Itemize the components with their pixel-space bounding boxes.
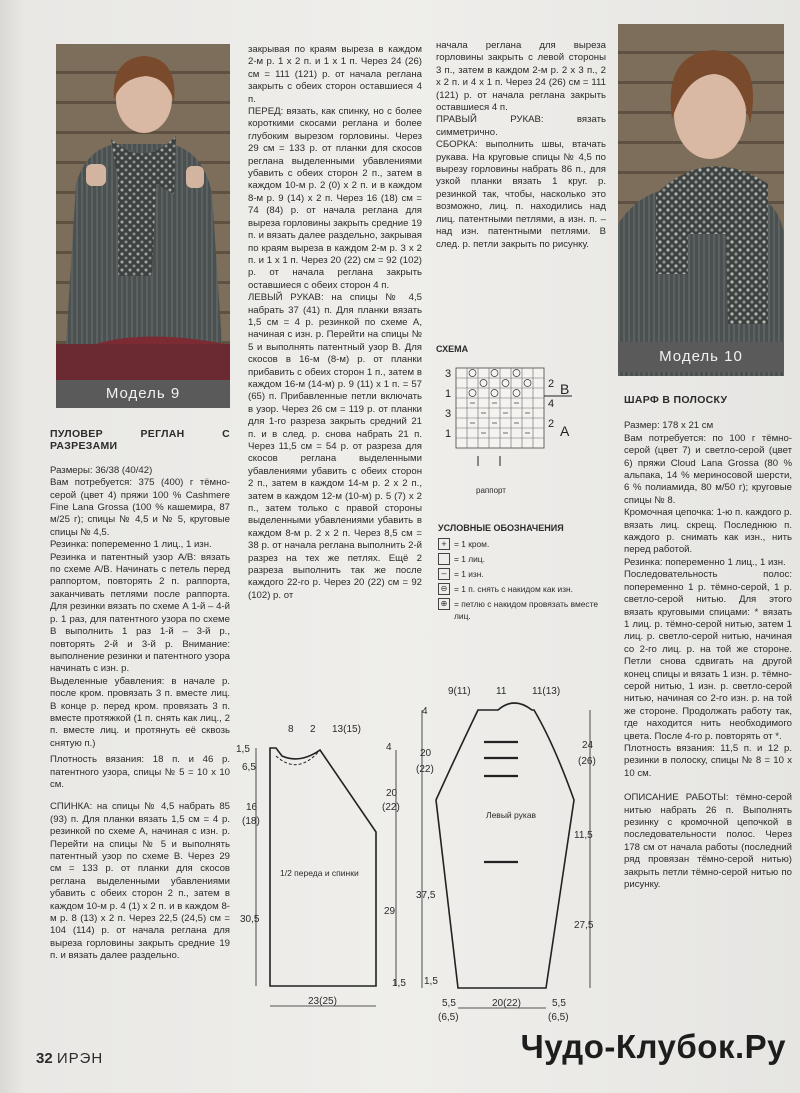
svg-text:B: B xyxy=(560,381,570,397)
pf-top-1: 8 xyxy=(288,724,294,735)
rapport-label: раппорт xyxy=(476,486,506,495)
model-10-label: Модель 10 xyxy=(618,342,784,372)
model-9-photo xyxy=(56,44,230,408)
pf-left-5: 30,5 xyxy=(240,914,260,925)
ps-bottom-2: (6,5) xyxy=(438,1012,459,1023)
pullover-gauge: Плотность вязания: 18 п. и 46 р. патентного узора, спицы № 5 = 10 х 10 см. xyxy=(50,754,230,790)
legend-item: = петлю с накидом провязать вместе лиц. xyxy=(454,599,598,621)
ps-bottom-4: 5,5 xyxy=(552,998,566,1009)
model-10-photo xyxy=(618,24,784,376)
pf-right-2: 20 xyxy=(386,788,398,799)
pf-top-3: 13(15) xyxy=(332,724,361,735)
ps-left-3: (22) xyxy=(416,764,434,775)
scarf-chain: Кромочная цепочка: 1-ю п. каждого р. вязать лиц. скрещ. Последнюю п. каждого р. снимать как изн., нить перед работой. xyxy=(624,507,792,556)
legend-item: = 1 лиц. xyxy=(454,554,485,564)
left-sleeve-instructions: ЛЕВЫЙ РУКАВ: на спицы № 4,5 набрать 37 (41) п. Для планки вязать 1,5 см = 4 р. резинкой по схеме А, начиная с изн. р. Перейти на спицы № 5 и выполнять патентный узор В. Для скосов в 16-м (8-м) р. от планки прибавить с обеих сторон 1 п., затем в каждом 16-м (14-м) р. 9 (11) х 1 п. = 57 (65) п. Прибавленные петли включать в узор. Через 26 см = 119 р. от планки для 1-го разреза закрыть средний 21 п. и в след. р. снова набрать 21 п. Через 11,5 см = 54 р. от разреза для скосов реглана выделенными убавлениями убавить с обеих сторон 2 п., затем в каждом 14-м р. 2 х 2 п., затем в каждом 12-м (10-м) р. 5 (7) х 2 п., затем только с правой стороны выделенными убавлениями убавить в каждом 8-м р. 2 х 2 п. Через 8,5 см = 38 р. от начала реглана выполнить 2-й разрез на тех же петлях. Ещё 2 разреза выполнить так же после каждого 22-го р. Через 20 (22) см = 92 (102) р. от xyxy=(248,292,422,601)
pullover-materials: Вам потребуется: 375 (400) г тёмно-серой (цвет 4) пряжи 100 % Cashmere Fine Lana Grossa (100 % кашемира, 87 м/25 г); спицы № 4,5 и № 5, круговые спицы № 4,5. xyxy=(50,477,230,538)
pf-bottom-width: 23(25) xyxy=(308,996,337,1007)
edge-stitch-icon: + xyxy=(438,538,450,550)
purl-stitch-icon: – xyxy=(438,568,450,580)
ps-left-5: 1,5 xyxy=(424,976,438,987)
svg-text:1: 1 xyxy=(445,388,452,400)
back-continued: закрывая по краям выреза в каждом 2-м р. 1 х 2 п. и 1 х 1 п. Через 24 (26) см = 111 (121) р. от начала реглана закрыть с обеих сторон оставшиеся 4 п. xyxy=(248,44,422,105)
pf-left-1: 1,5 xyxy=(236,744,250,755)
legend xyxy=(438,522,608,622)
model-9-label: Модель 9 xyxy=(56,380,230,408)
column-3 xyxy=(436,40,606,251)
pf-left-4: (18) xyxy=(242,816,260,827)
pf-right-1: 4 xyxy=(386,742,392,753)
pullover-pattern: Резинка и патентный узор А/В: вязать по схеме А/В. Начинать с петель перед раппортом, повторять 2 п. раппорта, заканчивать петлями после раппорта. Для резинки вязать по схеме А 1-й – 4-й р. 1 раз, для патентного узора по схеме В выполнить 1 раз 1-й – 3-й р., повторять 2-й и 3-й р. Внимание: выполнение резинки и патентного узора начинать с изн. р. xyxy=(50,551,230,675)
magazine-name: ИРЭН xyxy=(56,1050,104,1067)
ps-top-2: 11 xyxy=(496,686,507,697)
svg-text:A: A xyxy=(560,423,570,439)
stitch-scheme xyxy=(436,344,606,494)
scheme-title: СХЕМА xyxy=(436,344,469,354)
assembly: СБОРКА: выполнить швы, втачать рукава. На круговые спицы № 4,5 по вырезу горловины набрать 86 п., для узкой планки вязать 1 круг. р. резинкой так, чтобы, насколько это возможно, лиц. п. находились над лиц. патентными петлями, а изн. п. – над изн. патентными петлями. В след. р. петли закрыть по рисунку. xyxy=(436,139,606,250)
sleeve-continued: начала реглана для выреза горловины закрыть с левой стороны 3 п., затем в каждом 2-м р. 2 х 3 п., 2 х 2 п. и 4 х 1 п. Через 24 (26) см = 111 (121) р. от начала реглана закрыть оставшиеся 4 п. xyxy=(436,40,606,114)
pf-bottom-rib: 1,5 xyxy=(392,978,406,989)
scarf-stripes: Последовательность полос: попеременно 1 р. тёмно-серой, 1 р. светло-серой нитью. Для этого вязать круговыми спицами: * вязать 1 лиц. р. тёмно-серой нитью, затем 1 лиц. р. светло-серой нитью, начиная со 2-го лиц. р. на той же стороне. Петли снова сдвигать на другой конец спицы и вязать 1 изн. р. тёмно-серой нитью, 1 изн. р. светло-серой нитью, начиная со 2-го изн. р. на той же стороне. Продолжать работу так, где находится нить необходимого цвета. После 4-го р. повторять от *. xyxy=(624,569,792,742)
ps-label: Левый рукав xyxy=(486,810,537,820)
pattern-front-back xyxy=(236,716,416,1016)
ps-left-4: 37,5 xyxy=(416,890,436,901)
ps-right-2: (26) xyxy=(578,756,596,767)
legend-title: УСЛОВНЫЕ ОБОЗНАЧЕНИЯ xyxy=(438,523,564,533)
ps-right-3: 11,5 xyxy=(574,830,593,841)
pf-label: 1/2 переда и спинки xyxy=(280,868,359,878)
column-4 xyxy=(624,394,792,891)
scarf-size: Размер: 178 х 21 см xyxy=(624,420,714,432)
page-number: 32 xyxy=(36,1050,53,1067)
pf-left-2: 6,5 xyxy=(242,762,256,773)
ps-bottom-1: 5,5 xyxy=(442,998,456,1009)
ps-right-4: 27,5 xyxy=(574,920,594,931)
column-2 xyxy=(248,44,422,602)
ps-bottom-3: 20(22) xyxy=(492,998,521,1009)
ps-left-1: 4 xyxy=(422,706,428,717)
slip-yo-icon: ⊖ xyxy=(438,583,450,595)
svg-text:3: 3 xyxy=(445,368,452,380)
legend-item: = 1 п. снять с накидом как изн. xyxy=(454,584,574,594)
scarf-rib: Резинка: попеременно 1 лиц., 1 изн. xyxy=(624,556,786,568)
pullover-sizes: Размеры: 36/38 (40/42) xyxy=(50,464,153,476)
ps-top-3: 11(13) xyxy=(532,686,561,697)
ps-left-2: 20 xyxy=(420,748,432,759)
page-footer xyxy=(36,1050,103,1067)
knit-yo-icon: ⊕ xyxy=(438,598,450,610)
knit-stitch-icon xyxy=(438,553,450,565)
pf-top-2: 2 xyxy=(310,724,316,735)
svg-text:2: 2 xyxy=(548,378,555,390)
svg-text:3: 3 xyxy=(445,408,452,420)
ps-bottom-5: (6,5) xyxy=(548,1012,569,1023)
svg-text:1: 1 xyxy=(445,428,452,440)
svg-text:4: 4 xyxy=(548,398,555,410)
pf-right-4: 29 xyxy=(384,906,396,917)
right-sleeve: ПРАВЫЙ РУКАВ: вязать симметрично. xyxy=(436,114,606,138)
site-watermark: Чудо-Клубок.Ру xyxy=(520,1028,786,1065)
pullover-rib: Резинка: попеременно 1 лиц., 1 изн. xyxy=(50,539,212,551)
svg-text:2: 2 xyxy=(548,418,555,430)
back-instructions: СПИНКА: на спицы № 4,5 набрать 85 (93) п. Для планки вязать 1,5 см = 4 р. резинкой по схеме А, начиная с изн. р. Перейти на спицы № 5 и выполнять патентный узор по схеме В. Через 29 см = 133 р. от планки для скосов реглана выделенными убавлениями убавить с обеих сторон 2 п., затем в каждом 10-м р. 4 (1) х 2 п. и в каждом 8-м р. 8 (13) х 2 п. Через 22,5 (24,5) см = 104 (114) р. от начала реглана для выреза горловины закрыть средние 19 п. и вязать далее раздельно. xyxy=(50,801,230,962)
scarf-work: ОПИСАНИЕ РАБОТЫ: тёмно-серой нитью набрать 26 п. Выполнять резинку с кромочной цепочкой в последовательности полос. Через 178 см от начала работы (последний ряд провязан тёмно-серой нитью) закрыть петли тёмно-серой нитью по рисунку. xyxy=(624,792,792,891)
legend-item: = 1 изн. xyxy=(454,569,484,579)
pf-left-3: 16 xyxy=(246,802,258,813)
scarf-gauge: Плотность вязания: 11,5 п. и 12 р. резинки в полоску, спицы № 8 = 10 х 10 см. xyxy=(624,742,792,779)
pattern-sleeve xyxy=(414,680,624,1030)
column-1 xyxy=(50,428,230,963)
scarf-title: ШАРФ В ПОЛОСКУ xyxy=(624,394,728,406)
ps-top-1: 9(11) xyxy=(448,686,471,697)
pullover-title: ПУЛОВЕР РЕГЛАН С РАЗРЕЗАМИ xyxy=(50,428,230,453)
legend-item: = 1 кром. xyxy=(454,539,490,549)
ps-right-1: 24 xyxy=(582,740,594,751)
scarf-materials: Вам потребуется: по 100 г тёмно-серой (цвет 7) и светло-серой (цвет 6) пряжи Cloud Lana Grossa (80 % альпака, 14 % мериносовой шерсти, 6 % полиамида, 80 м/50 г); круговые спицы № 8. xyxy=(624,432,792,506)
pullover-decreases: Выделенные убавления: в начале р. после кром. провязать 3 п. вместе лиц. В конце р. перед кром. провязать 3 п. вместе протяжкой (1 п. снять как лиц., 2 п. вместе лиц. и протянуть её сквозь снятую п.) xyxy=(50,675,230,749)
pf-right-3: (22) xyxy=(382,802,400,813)
front-instructions: ПЕРЕД: вязать, как спинку, но с более короткими скосами реглана и более глубоким вырезом горловины. Через 29 см = 133 р. от планки для скосов реглана выделенными убавлениями убавить с обеих сторон 2 п., затем в каждом 10-м р. 2 (0) х 2 п. и в каждом 8-м р. 9 (14) х 2 п. Через 16 (18) см = 74 (84) р. от начала реглана для выреза горловины закрыть средние 19 п. и вязать далее раздельно, закрывая по краям выреза в каждом 2-м р. 3 х 2 п. и 1 х 1 п. Через 20 (22) см = 92 (102) р. от начала реглана закрыть оставшиеся с обеих сторон 4 п. xyxy=(248,106,422,291)
